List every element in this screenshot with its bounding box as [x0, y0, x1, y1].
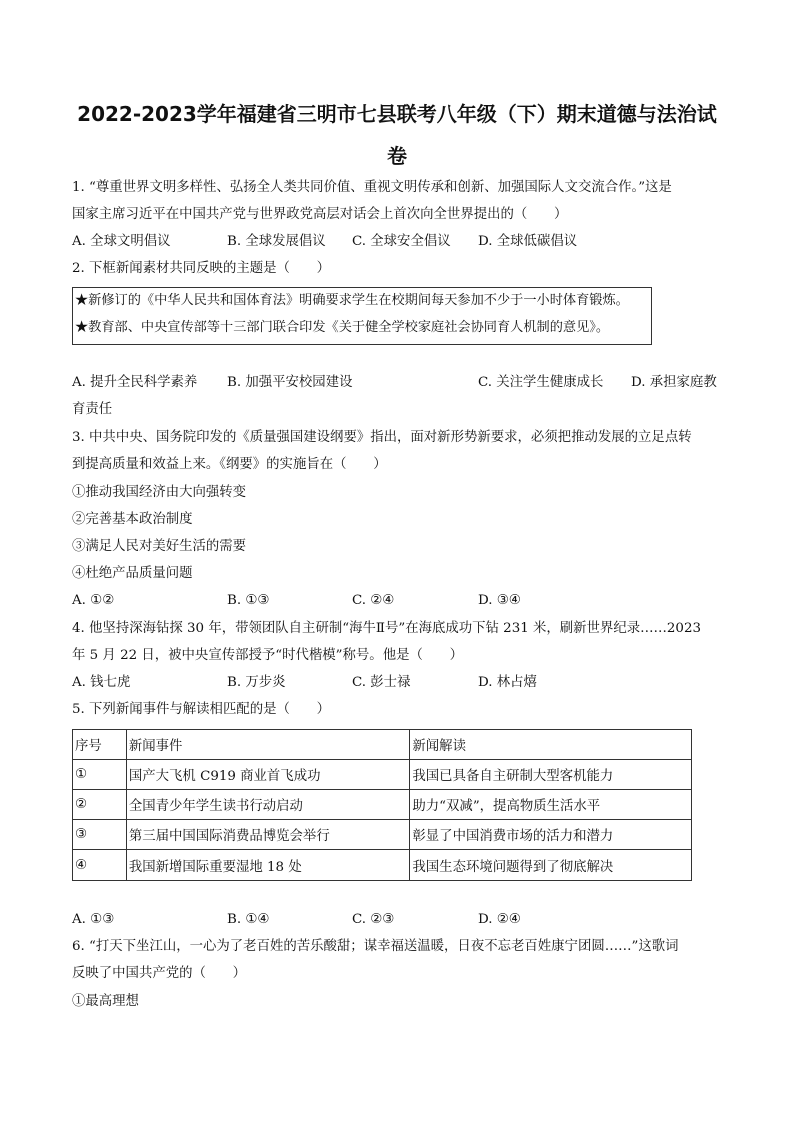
- q2-option-d: D. 承担家庭教: [631, 375, 717, 390]
- q6-stem-line2: 反映了中国共产党的（ ）: [72, 966, 247, 981]
- table-row: [73, 760, 692, 790]
- table-cell: 彰显了中国消费市场的活力和潜力: [410, 820, 692, 850]
- q5-news-table: [72, 729, 692, 881]
- table-cell: 我国新增国际重要湿地 18 处: [126, 850, 410, 881]
- q2-option-d-continued: 育责任: [72, 402, 113, 417]
- q1-option-b: B. 全球发展倡议: [227, 234, 326, 249]
- q3-item-2: ②完善基本政治制度: [72, 512, 193, 527]
- q3-stem-line1: 3. 中共中央、国务院印发的《质量强国建设纲要》指出，面对新形势新要求，必须把推动发展的立足点转: [72, 430, 692, 445]
- q1-stem-line1: 1. “尊重世界文明多样性、弘扬全人类共同价值、重视文明传承和创新、加强国际人文交流合作。”这是: [72, 180, 672, 195]
- q1-option-d: D. 全球低碳倡议: [478, 234, 578, 249]
- q3-option-b: B. ①③: [227, 593, 270, 608]
- table-cell: 我国生态环境问题得到了彻底解决: [410, 850, 692, 881]
- q3-option-c: C. ②④: [352, 593, 395, 608]
- q3-option-a: A. ①②: [72, 593, 115, 608]
- q4-option-d: D. 林占熺: [478, 675, 537, 690]
- table-row: [73, 790, 692, 820]
- q3-item-4: ④杜绝产品质量问题: [72, 566, 193, 581]
- q3-stem-line2: 到提高质量和效益上来。《纲要》的实施旨在（ ）: [72, 457, 387, 472]
- exam-title-line1: 2022-2023学年福建省三明市七县联考八年级（下）期末道德与法治试: [77, 102, 717, 126]
- table-cell: ①: [73, 760, 127, 790]
- table-row: [73, 850, 692, 881]
- q3-option-d: D. ③④: [478, 593, 521, 608]
- table-header-row: [73, 730, 692, 760]
- table-cell: 助力“双减”，提高物质生活水平: [410, 790, 692, 820]
- table-cell: 国产大飞机 C919 商业首飞成功: [126, 760, 410, 790]
- q6-item-1: ①最高理想: [72, 994, 139, 1009]
- table-row: [73, 820, 692, 850]
- q5-option-a: A. ①③: [72, 912, 115, 927]
- table-cell: 全国青少年学生读书行动启动: [126, 790, 410, 820]
- table-cell: 我国已具备自主研制大型客机能力: [410, 760, 692, 790]
- q4-stem-line2: 年 5 月 22 日，被中央宣传部授予“时代楷模”称号。他是（ ）: [72, 648, 464, 663]
- q4-stem-line1: 4. 他坚持深海钻探 30 年，带领团队自主研制“海牛Ⅱ号”在海底成功下钻 231 米，刷新世界纪录……2023: [72, 621, 701, 636]
- q4-option-c: C. 彭士禄: [352, 675, 411, 690]
- table-cell: ④: [73, 850, 127, 881]
- q3-item-3: ③满足人民对美好生活的需要: [72, 539, 247, 554]
- q4-option-a: A. 钱七虎: [72, 675, 131, 690]
- q5-stem: 5. 下列新闻事件与解读相匹配的是（ ）: [72, 702, 331, 717]
- exam-title-line2: 卷: [387, 144, 407, 168]
- q2-option-b: B. 加强平安校园建设: [227, 375, 353, 390]
- q2-option-a: A. 提升全民科学素养: [72, 375, 198, 390]
- q2-news-item: ★新修订的《中华人民共和国体育法》明确要求学生在校期间每天参加不少于一小时体育锻炼。: [75, 293, 629, 308]
- q2-option-c: C. 关注学生健康成长: [478, 375, 604, 390]
- q5-option-d: D. ②④: [478, 912, 521, 927]
- table-cell: ②: [73, 790, 127, 820]
- q3-item-1: ①推动我国经济由大向强转变: [72, 485, 247, 500]
- table-cell: 第三届中国国际消费品博览会举行: [126, 820, 410, 850]
- table-header-cell: 新闻事件: [126, 730, 410, 760]
- q6-stem-line1: 6. “打天下坐江山，一心为了老百姓的苦乐酸甜；谋幸福送温暖，日夜不忘老百姓康宁团圆……”这歌词: [72, 939, 679, 954]
- q2-stem: 2. 下框新闻素材共同反映的主题是（ ）: [72, 261, 331, 276]
- q1-option-c: C. 全球安全倡议: [352, 234, 451, 249]
- q5-option-c: C. ②③: [352, 912, 395, 927]
- q1-stem-line2: 国家主席习近平在中国共产党与世界政党高层对话会上首次向全世界提出的（ ）: [72, 207, 568, 222]
- q2-news-item: ★教育部、中央宣传部等十三部门联合印发《关于健全学校家庭社会协同育人机制的意见》。: [75, 320, 610, 335]
- table-cell: ③: [73, 820, 127, 850]
- table-header-cell: 序号: [73, 730, 127, 760]
- q2-news-box: [72, 287, 652, 345]
- q4-option-b: B. 万步炎: [227, 675, 286, 690]
- q5-option-b: B. ①④: [227, 912, 270, 927]
- q1-option-a: A. 全球文明倡议: [72, 234, 171, 249]
- table-header-cell: 新闻解读: [410, 730, 692, 760]
